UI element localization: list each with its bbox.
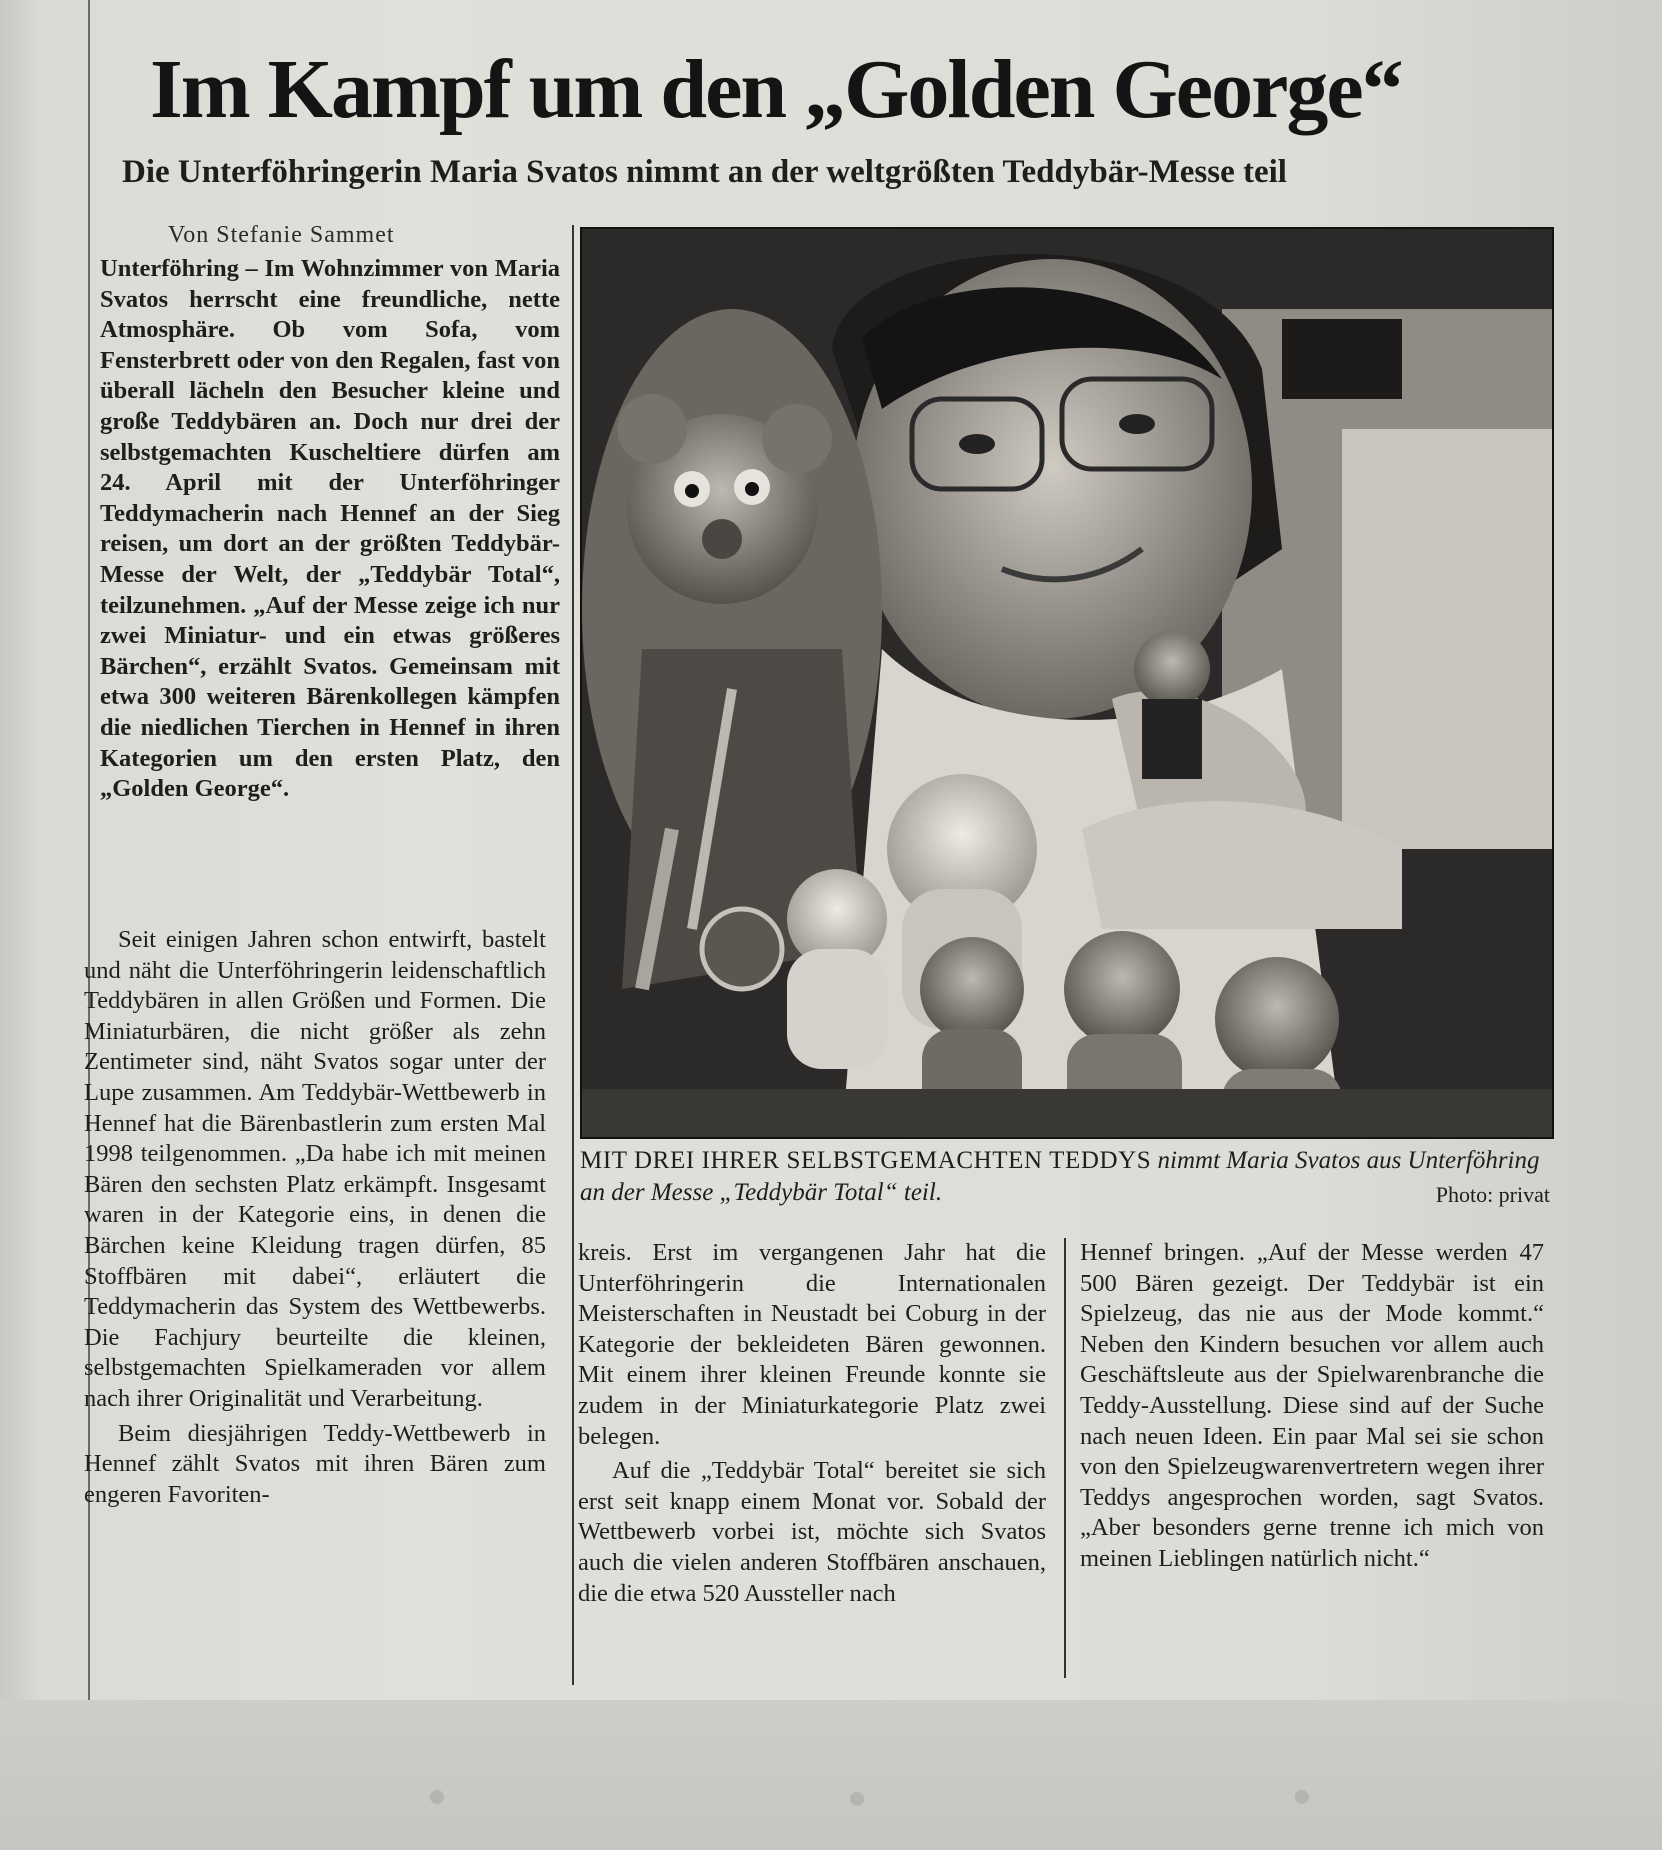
paragraph: Hennef bringen. „Auf der Messe werden 47 500 Bären gezeigt. Der Teddybär ist ein Spielzeug, das nie aus der Mode kommt.“ Neben den Kindern besuchen vor allem auch Geschäftsleute aus der Spielwarenbranche die Teddy-Ausstellung. Diese sind auf der Suche nach neuen Ideen. Ein paar Mal sei sie schon von den Spielzeugwarenvertretern wegen ihrer Teddys angesprochen worden, sagt Svatos. „Aber besonders gerne trenne ich mich von meinen Lieblingen natürlich nicht.“ [1080,1239,1544,1572]
photo-woman-with-teddy-bears [582,229,1552,1137]
caption-text: nimmt Maria Svatos aus Unterföhring an der Messe „Teddybär Total“ teil. [580,1147,1540,1206]
paragraph: Seit einigen Jahren schon entwirft, bastelt und näht die Unterföhringerin leidenschaftlich Teddybären in allen Größen und Formen. Die Miniaturbären, die nicht größer als zehn Zentimeter sind, näht Svatos sogar unter der Lupe zusammen. Am Teddybär-Wettbewerb in Hennef hat die Bärenbastlerin zum ersten Mal 1998 teilgenommen. „Da habe ich mit meinen Bären den sechsten Platz erkämpft. Insgesamt waren in der Kategorie eins, in denen die Bärchen keine Kleidung tragen dürfen, 85 Stoffbären mit dabei“, erläutert die Teddymacherin das System des Wettbewerbs. Die Fachjury beurteilte die kleinen, selbstgemachten Spielkameraden vor allem nach ihrer Originalität und Verarbeitung. [84,926,546,1412]
paper-mark [430,1790,444,1804]
column-2 [578,1238,1046,1609]
photo-credit: Photo: privat [1435,1182,1550,1207]
column-3 [1080,1238,1544,1575]
subheadline: Die Unterföhringerin Maria Svatos nimmt an der weltgrößten Teddybär-Messe teil [122,154,1287,190]
intro-paragraph [100,254,560,805]
intro-text: Unterföhring – Im Wohnzimmer von Maria Svatos herrscht eine freundliche, nette Atmosphäre. Ob vom Sofa, vom Fensterbrett oder von den Regalen, fast von überall lächeln den Besucher kleine und große Teddybären an. Doch nur drei der selbstgemachten Kuscheltiere dürfen am 24. April mit der Unterföhringer Teddymacherin nach Hennef an der Sieg reisen, um dort an der größten Teddybär-Messe der Welt, der „Teddybär Total“, teilzunehmen. „Auf der Messe zeige ich nur zwei Miniatur- und ein etwas größeres Bärchen“, erzählt Svatos. Gemeinsam mit etwa 300 weiteren Bärenkollegen kämpfen die niedlichen Tierchen in Hennef in ihren Kategorien um den ersten Platz, den „Golden George“. [100,255,560,803]
column-rule [572,225,574,1685]
paragraph: kreis. Erst im vergangenen Jahr hat die Unterföhringerin die Internationalen Meisterschaften in Neustadt bei Coburg in der Kategorie der bekleideten Bären gewonnen. Mit einem ihrer kleinen Freunde konnte sie zudem in der Miniaturkategorie Platz zwei belegen. [578,1239,1046,1450]
caption-lead: MIT DREI IHRER SELBSTGEMACHTEN TEDDYS [580,1147,1152,1174]
headline: Im Kampf um den „Golden George“ [150,43,1402,136]
column-rule [1064,1238,1066,1678]
paragraph: Auf die „Teddybär Total“ bereitet sie sich erst seit knapp einem Monat vor. Sobald der Wettbewerb vorbei ist, möchte sich Svatos auch die vielen anderen Stoffbären anschauen, die die etwa 520 Aussteller nach [578,1457,1046,1607]
column-1 [84,925,546,1510]
paper-mark [1295,1790,1309,1804]
photo-caption [580,1145,1550,1211]
paper-mark [850,1792,864,1806]
paragraph: Beim diesjährigen Teddy-Wettbewerb in Hennef zählt Svatos mit ihren Bären zum engeren Favoriten- [84,1419,546,1508]
paper-bottom-margin [0,1700,1662,1850]
article-photo [580,227,1554,1139]
byline: Von Stefanie Sammet [168,222,395,248]
